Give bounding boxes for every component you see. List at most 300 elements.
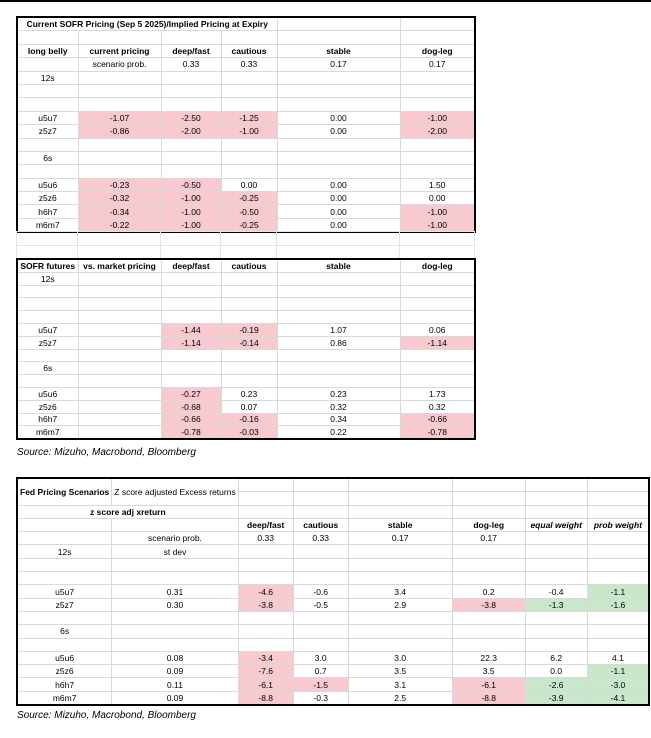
cell: -1.5 [293,678,348,691]
cell [277,298,400,311]
cell: -2.00 [161,125,221,138]
cell [221,375,277,388]
cell: 0.17 [452,532,525,545]
cell [525,505,587,518]
cell: -0.27 [161,387,221,400]
cell [452,478,525,492]
cell: -0.32 [78,192,161,205]
cell [452,572,525,585]
column-header: cautious [221,44,277,57]
cell [221,285,277,298]
source-note: Source: Mizuho, Macrobond, Bloomberg [17,447,196,458]
cell: 0.09 [112,665,238,678]
row-label: 6s [17,151,78,164]
cell [221,349,277,362]
cell [277,17,400,31]
cell [78,84,161,97]
cell: 0.32 [277,400,400,413]
cell [277,151,400,164]
cell: -6.1 [238,678,293,691]
cell [78,426,161,439]
row-label: u5u6 [17,178,78,191]
cell: -1.00 [221,125,277,138]
cell [161,165,221,178]
cell: 3.0 [293,651,348,664]
row-label: u5u7 [17,585,112,598]
cell: 0.07 [221,400,277,413]
cell: 2.5 [348,691,452,705]
cell [17,245,78,259]
cell: -1.00 [400,111,475,124]
cell: -0.14 [221,336,277,349]
cell: -4.6 [238,585,293,598]
cell: 0.31 [112,585,238,598]
cell: 0.2 [452,585,525,598]
cell: -1.44 [161,323,221,336]
cell: Z score adjusted Excess returns [112,478,238,505]
cell: -1.00 [400,205,475,218]
cell [400,151,475,164]
cell: scenario prob. [78,58,161,71]
column-header: vs. market pricing [78,259,161,272]
cell [277,245,400,259]
cell: -0.68 [161,400,221,413]
cell: 0.22 [277,426,400,439]
cell [17,285,78,298]
cell [525,492,587,505]
cell [293,572,348,585]
cell: 0.30 [112,598,238,611]
cell: -1.6 [587,598,649,611]
cell: 3.4 [348,585,452,598]
cell [587,505,649,518]
cell [293,625,348,638]
cell [277,311,400,324]
cell: -1.00 [161,205,221,218]
cell: 0.23 [221,387,277,400]
cell [348,558,452,571]
cell [277,138,400,151]
cell [293,558,348,571]
cell [112,558,238,571]
cell: -0.4 [525,585,587,598]
cell [400,285,475,298]
column-header: deep/fast [238,518,293,531]
cell: -1.1 [587,585,649,598]
cell [112,625,238,638]
cell [525,638,587,651]
cell: -1.07 [78,111,161,124]
cell [293,478,348,492]
cell: 0.33 [161,58,221,71]
cell: 0.34 [277,413,400,426]
cell [221,311,277,324]
cell [78,413,161,426]
cell [17,298,78,311]
cell [78,323,161,336]
cell: -0.03 [221,426,277,439]
cell: 0.00 [221,178,277,191]
column-header: cautious [221,259,277,272]
cell [400,298,475,311]
cell [277,272,400,285]
cell [525,478,587,492]
cell [587,492,649,505]
column-header: deep/fast [161,259,221,272]
cell [17,98,78,111]
cell: -7.6 [238,665,293,678]
cell: 3.5 [452,665,525,678]
cell: -1.14 [400,336,475,349]
cell [277,232,400,246]
cell [587,545,649,558]
cell [348,478,452,492]
cell [525,558,587,571]
cell [221,272,277,285]
cell [587,532,649,545]
cell [400,349,475,362]
cell: -0.78 [400,426,475,439]
cell: -0.66 [161,413,221,426]
cell [221,232,277,246]
cell [221,98,277,111]
cell [17,84,78,97]
cell [277,165,400,178]
cell: 0.00 [277,205,400,218]
cell: -0.6 [293,585,348,598]
row-label: u5u6 [17,651,112,664]
cell: -6.1 [452,678,525,691]
cell [452,611,525,624]
row-label: z score adj xreturn [17,505,238,518]
cell [587,638,649,651]
cell [78,311,161,324]
cell [452,625,525,638]
cell: -1.00 [400,218,475,232]
cell: 0.17 [400,58,475,71]
cell [78,98,161,111]
cell: 0.33 [221,58,277,71]
cell [293,545,348,558]
cell [452,638,525,651]
cell [452,505,525,518]
cell [78,245,161,259]
table-title: Fed Pricing Scenarios [17,478,112,505]
cell [238,638,293,651]
cell [587,625,649,638]
cell: -3.9 [525,691,587,705]
cell [277,71,400,84]
row-label: z5z7 [17,336,78,349]
cell [78,362,161,375]
column-header: stable [277,259,400,272]
cell [525,625,587,638]
cell: -0.16 [221,413,277,426]
column-header: stable [348,518,452,531]
cell: 0.00 [277,218,400,232]
cell [400,245,475,259]
column-header: deep/fast [161,44,221,57]
cell [348,545,452,558]
cell [17,611,112,624]
cell [78,285,161,298]
cell [238,492,293,505]
cell [238,505,293,518]
cell [112,572,238,585]
cell [277,362,400,375]
cell [587,478,649,492]
column-header: current pricing [78,44,161,57]
cell: 0.09 [112,691,238,705]
cell: 0.00 [400,192,475,205]
row-label: u5u6 [17,387,78,400]
row-label: z5z7 [17,598,112,611]
row-label: h6h7 [17,205,78,218]
cell [238,545,293,558]
cell [161,232,221,246]
cell [400,165,475,178]
row-label: m6m7 [17,691,112,705]
cell: 1.50 [400,178,475,191]
cell [17,58,78,71]
cell [221,151,277,164]
cell [400,272,475,285]
row-label: z5z7 [17,125,78,138]
cell [400,311,475,324]
cell: -2.6 [525,678,587,691]
row-label: h6h7 [17,413,78,426]
cell [78,272,161,285]
cell [78,387,161,400]
cell: -3.4 [238,651,293,664]
cell [78,71,161,84]
cell [221,71,277,84]
cell: -0.86 [78,125,161,138]
cell [293,492,348,505]
cell [221,165,277,178]
cell [348,492,452,505]
cell [293,505,348,518]
cell: 1.07 [277,323,400,336]
row-label: z5z6 [17,665,112,678]
cell [525,572,587,585]
cell: -2.00 [400,125,475,138]
cell [221,31,277,44]
cell: 0.00 [277,178,400,191]
cell [161,71,221,84]
cell: -0.25 [221,192,277,205]
cell [348,505,452,518]
row-label: m6m7 [17,218,78,232]
cell [17,311,78,324]
cell: -8.8 [452,691,525,705]
cell: -0.23 [78,178,161,191]
table-title: Current SOFR Pricing (Sep 5 2025)/Implied Pricing at Expiry [17,17,277,31]
cell [587,558,649,571]
cell [221,298,277,311]
cell: -8.8 [238,691,293,705]
cell [348,572,452,585]
cell [17,165,78,178]
cell [161,362,221,375]
cell [525,532,587,545]
cell: 3.1 [348,678,452,691]
cell [161,272,221,285]
cell: 0.7 [293,665,348,678]
cell: 0.00 [277,125,400,138]
cell: 0.11 [112,678,238,691]
cell: 0.32 [400,400,475,413]
cell [348,638,452,651]
cell: -0.50 [221,205,277,218]
cell [161,285,221,298]
cell: st dev [112,545,238,558]
cell [277,84,400,97]
cell [400,375,475,388]
cell [452,545,525,558]
cell: -0.34 [78,205,161,218]
cell [348,611,452,624]
cell [78,151,161,164]
cell [78,138,161,151]
cell [221,138,277,151]
cell [348,625,452,638]
cell [17,349,78,362]
cell [161,349,221,362]
cell [221,84,277,97]
cell [17,232,78,246]
cell [161,98,221,111]
cell [161,375,221,388]
cell [78,375,161,388]
table-sofr-futures-vs-market [16,258,476,440]
column-header: stable [277,44,400,57]
cell: -1.3 [525,598,587,611]
cell [400,232,475,246]
cell [221,362,277,375]
cell [161,245,221,259]
column-header: equal weight [525,518,587,531]
cell: -0.19 [221,323,277,336]
cell [161,138,221,151]
cell [587,611,649,624]
table-title: SOFR futures [17,259,78,272]
row-label: 6s [17,625,112,638]
cell [112,611,238,624]
cell [238,611,293,624]
cell: -0.50 [161,178,221,191]
cell [452,492,525,505]
cell [277,375,400,388]
cell: 0.17 [277,58,400,71]
row-label: 12s [17,272,78,285]
cell: -0.25 [221,218,277,232]
cell [221,245,277,259]
row-label: h6h7 [17,678,112,691]
cell [238,572,293,585]
cell [293,638,348,651]
row-label: u5u7 [17,111,78,124]
cell: -3.8 [452,598,525,611]
cell: 1.73 [400,387,475,400]
cell: -1.25 [221,111,277,124]
cell [400,362,475,375]
cell [238,558,293,571]
cell [17,558,112,571]
cell: 0.08 [112,651,238,664]
cell [17,572,112,585]
cell: -0.5 [293,598,348,611]
cell: -4.1 [587,691,649,705]
cell: 0.17 [348,532,452,545]
cell [525,545,587,558]
cell [587,572,649,585]
cell [78,400,161,413]
cell: -0.3 [293,691,348,705]
row-label: 6s [17,362,78,375]
cell [277,285,400,298]
cell [293,611,348,624]
cell: scenario prob. [112,532,238,545]
cell [161,151,221,164]
cell [525,611,587,624]
cell [78,31,161,44]
cell [17,518,112,531]
cell: 0.00 [277,111,400,124]
cell [17,638,112,651]
cell: 0.06 [400,323,475,336]
cell [17,532,112,545]
cell [452,558,525,571]
row-label: 12s [17,545,112,558]
column-header: dog-leg [452,518,525,531]
cell: 4.1 [587,651,649,664]
cell: 0.33 [293,532,348,545]
cell [238,478,293,492]
top-divider [0,0,651,2]
cell [78,165,161,178]
table-fed-pricing-scenarios [16,477,650,706]
row-label: z5z6 [17,400,78,413]
cell: -2.50 [161,111,221,124]
column-header: cautious [293,518,348,531]
cell: -0.22 [78,218,161,232]
column-header: dog-leg [400,259,475,272]
cell: -1.14 [161,336,221,349]
cell [400,84,475,97]
cell: -3.0 [587,678,649,691]
cell: 3.0 [348,651,452,664]
cell: -1.00 [161,218,221,232]
cell [400,17,475,31]
cell [112,638,238,651]
cell: 3.5 [348,665,452,678]
cell [78,298,161,311]
cell: 0.86 [277,336,400,349]
source-note: Source: Mizuho, Macrobond, Bloomberg [17,710,196,721]
cell [112,518,238,531]
cell [17,31,78,44]
cell [17,375,78,388]
column-header: dog-leg [400,44,475,57]
cell [161,311,221,324]
cell [17,138,78,151]
cell [78,349,161,362]
cell [161,31,221,44]
cell [78,336,161,349]
cell [400,138,475,151]
column-header: long belly [17,44,78,57]
